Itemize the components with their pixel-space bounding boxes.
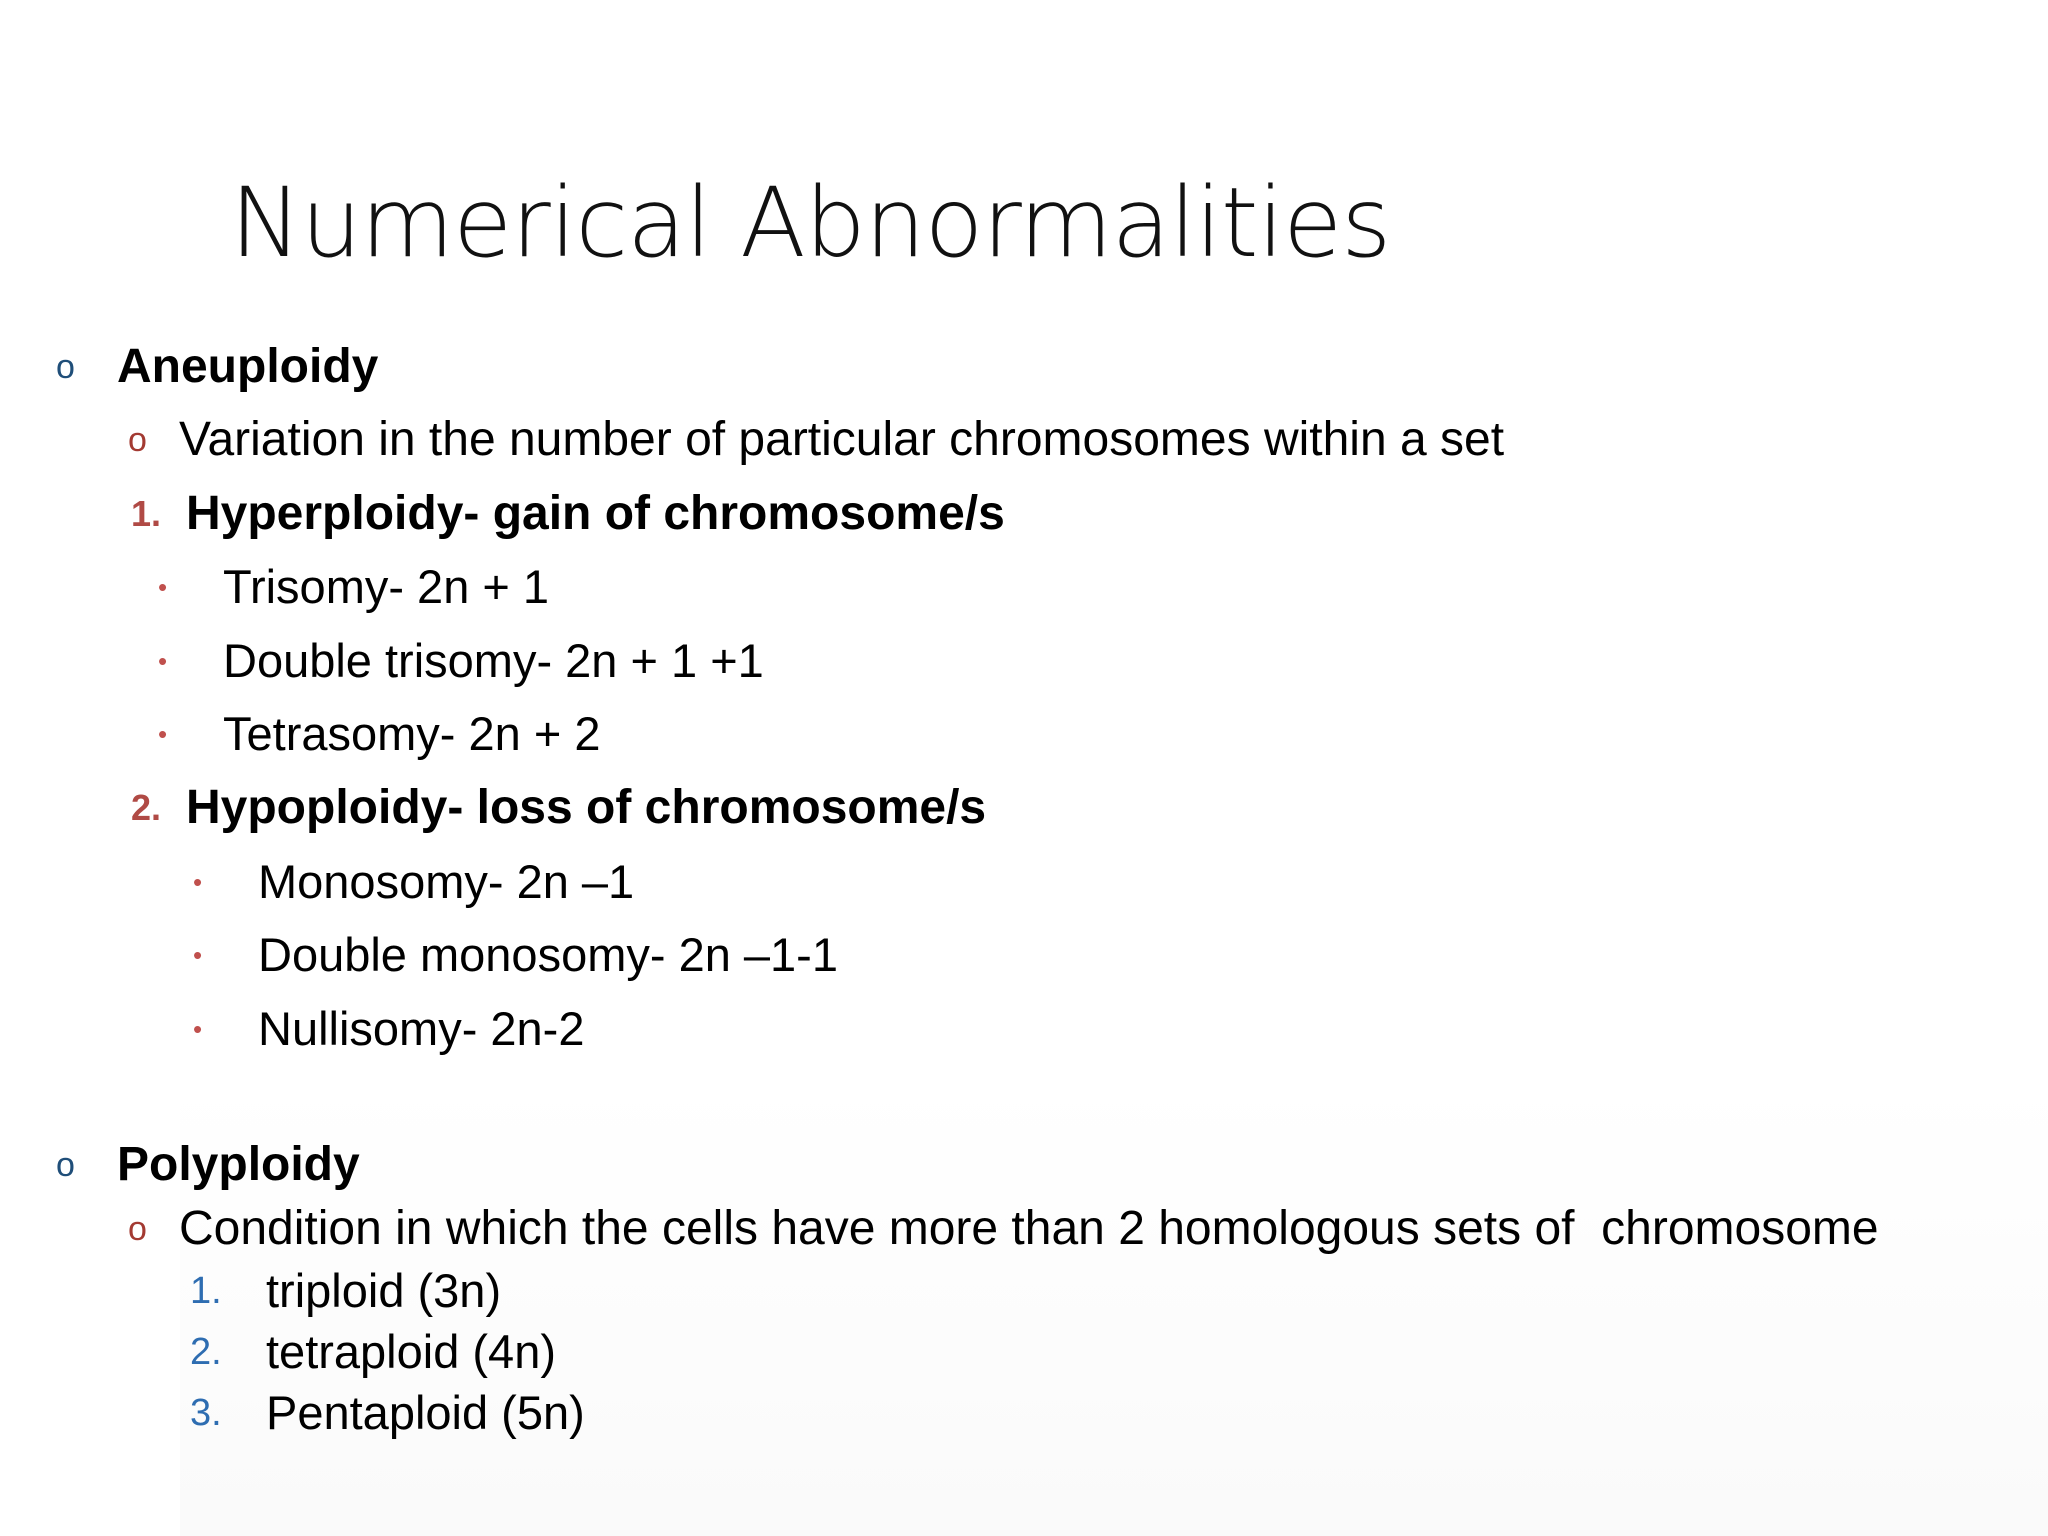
ring-bullet-icon: o <box>128 421 147 459</box>
list-item <box>0 699 2048 769</box>
ring-bullet-icon: o <box>56 1146 75 1184</box>
list-number: 1. <box>190 1270 222 1312</box>
monosomy-item: Monosomy- 2n –1 <box>258 855 635 908</box>
double-trisomy-item: Double trisomy- 2n + 1 +1 <box>223 634 764 687</box>
ring-bullet-icon: o <box>56 348 75 386</box>
tetrasomy-item: Tetrasomy- 2n + 2 <box>223 707 601 760</box>
list-number: 2. <box>190 1331 222 1373</box>
list-item <box>0 1256 2048 1326</box>
aneuploidy-heading: Aneuploidy <box>117 340 379 393</box>
ring-bullet-icon: o <box>128 1210 147 1248</box>
list-item <box>0 1317 2048 1387</box>
list-item <box>0 626 2048 696</box>
aneuploidy-definition-row <box>0 405 2048 475</box>
pentaploid-item: Pentaploid (5n) <box>266 1386 585 1439</box>
list-number: 1. <box>131 493 162 534</box>
aneuploidy-heading-row <box>0 332 2048 402</box>
dot-bullet-icon: • <box>193 867 203 897</box>
list-item <box>0 552 2048 622</box>
polyploidy-definition: Condition in which the cells have more than 2 homologous sets of chromosome <box>179 1202 1879 1255</box>
dot-bullet-icon: • <box>158 719 168 749</box>
list-item <box>0 920 2048 990</box>
list-item <box>0 994 2048 1064</box>
tetraploid-item: tetraploid (4n) <box>266 1325 556 1378</box>
polyploidy-heading: Polyploidy <box>117 1138 360 1191</box>
triploid-item: triploid (3n) <box>266 1264 502 1317</box>
dot-bullet-icon: • <box>193 940 203 970</box>
polyploidy-heading-row <box>0 1130 2048 1200</box>
polyploidy-definition-row <box>0 1194 2048 1264</box>
trisomy-item: Trisomy- 2n + 1 <box>223 560 550 613</box>
hyperploidy-row <box>0 479 2048 549</box>
list-number: 2. <box>131 787 162 828</box>
dot-bullet-icon: • <box>158 572 168 602</box>
hypoploidy-label: Hypoploidy- loss of chromosome/s <box>186 781 987 834</box>
list-item <box>0 847 2048 917</box>
list-number: 3. <box>190 1392 222 1434</box>
aneuploidy-definition: Variation in the number of particular chromosomes within a set <box>179 413 1505 466</box>
hyperploidy-label: Hyperploidy- gain of chromosome/s <box>186 487 1005 540</box>
hypoploidy-row <box>0 773 2048 843</box>
nullisomy-item: Nullisomy- 2n-2 <box>258 1002 585 1055</box>
dot-bullet-icon: • <box>193 1014 203 1044</box>
list-item <box>0 1378 2048 1448</box>
double-monosomy-item: Double monosomy- 2n –1-1 <box>258 928 838 981</box>
dot-bullet-icon: • <box>158 646 168 676</box>
slide-title: Numerical Abnormalities <box>230 167 1391 279</box>
